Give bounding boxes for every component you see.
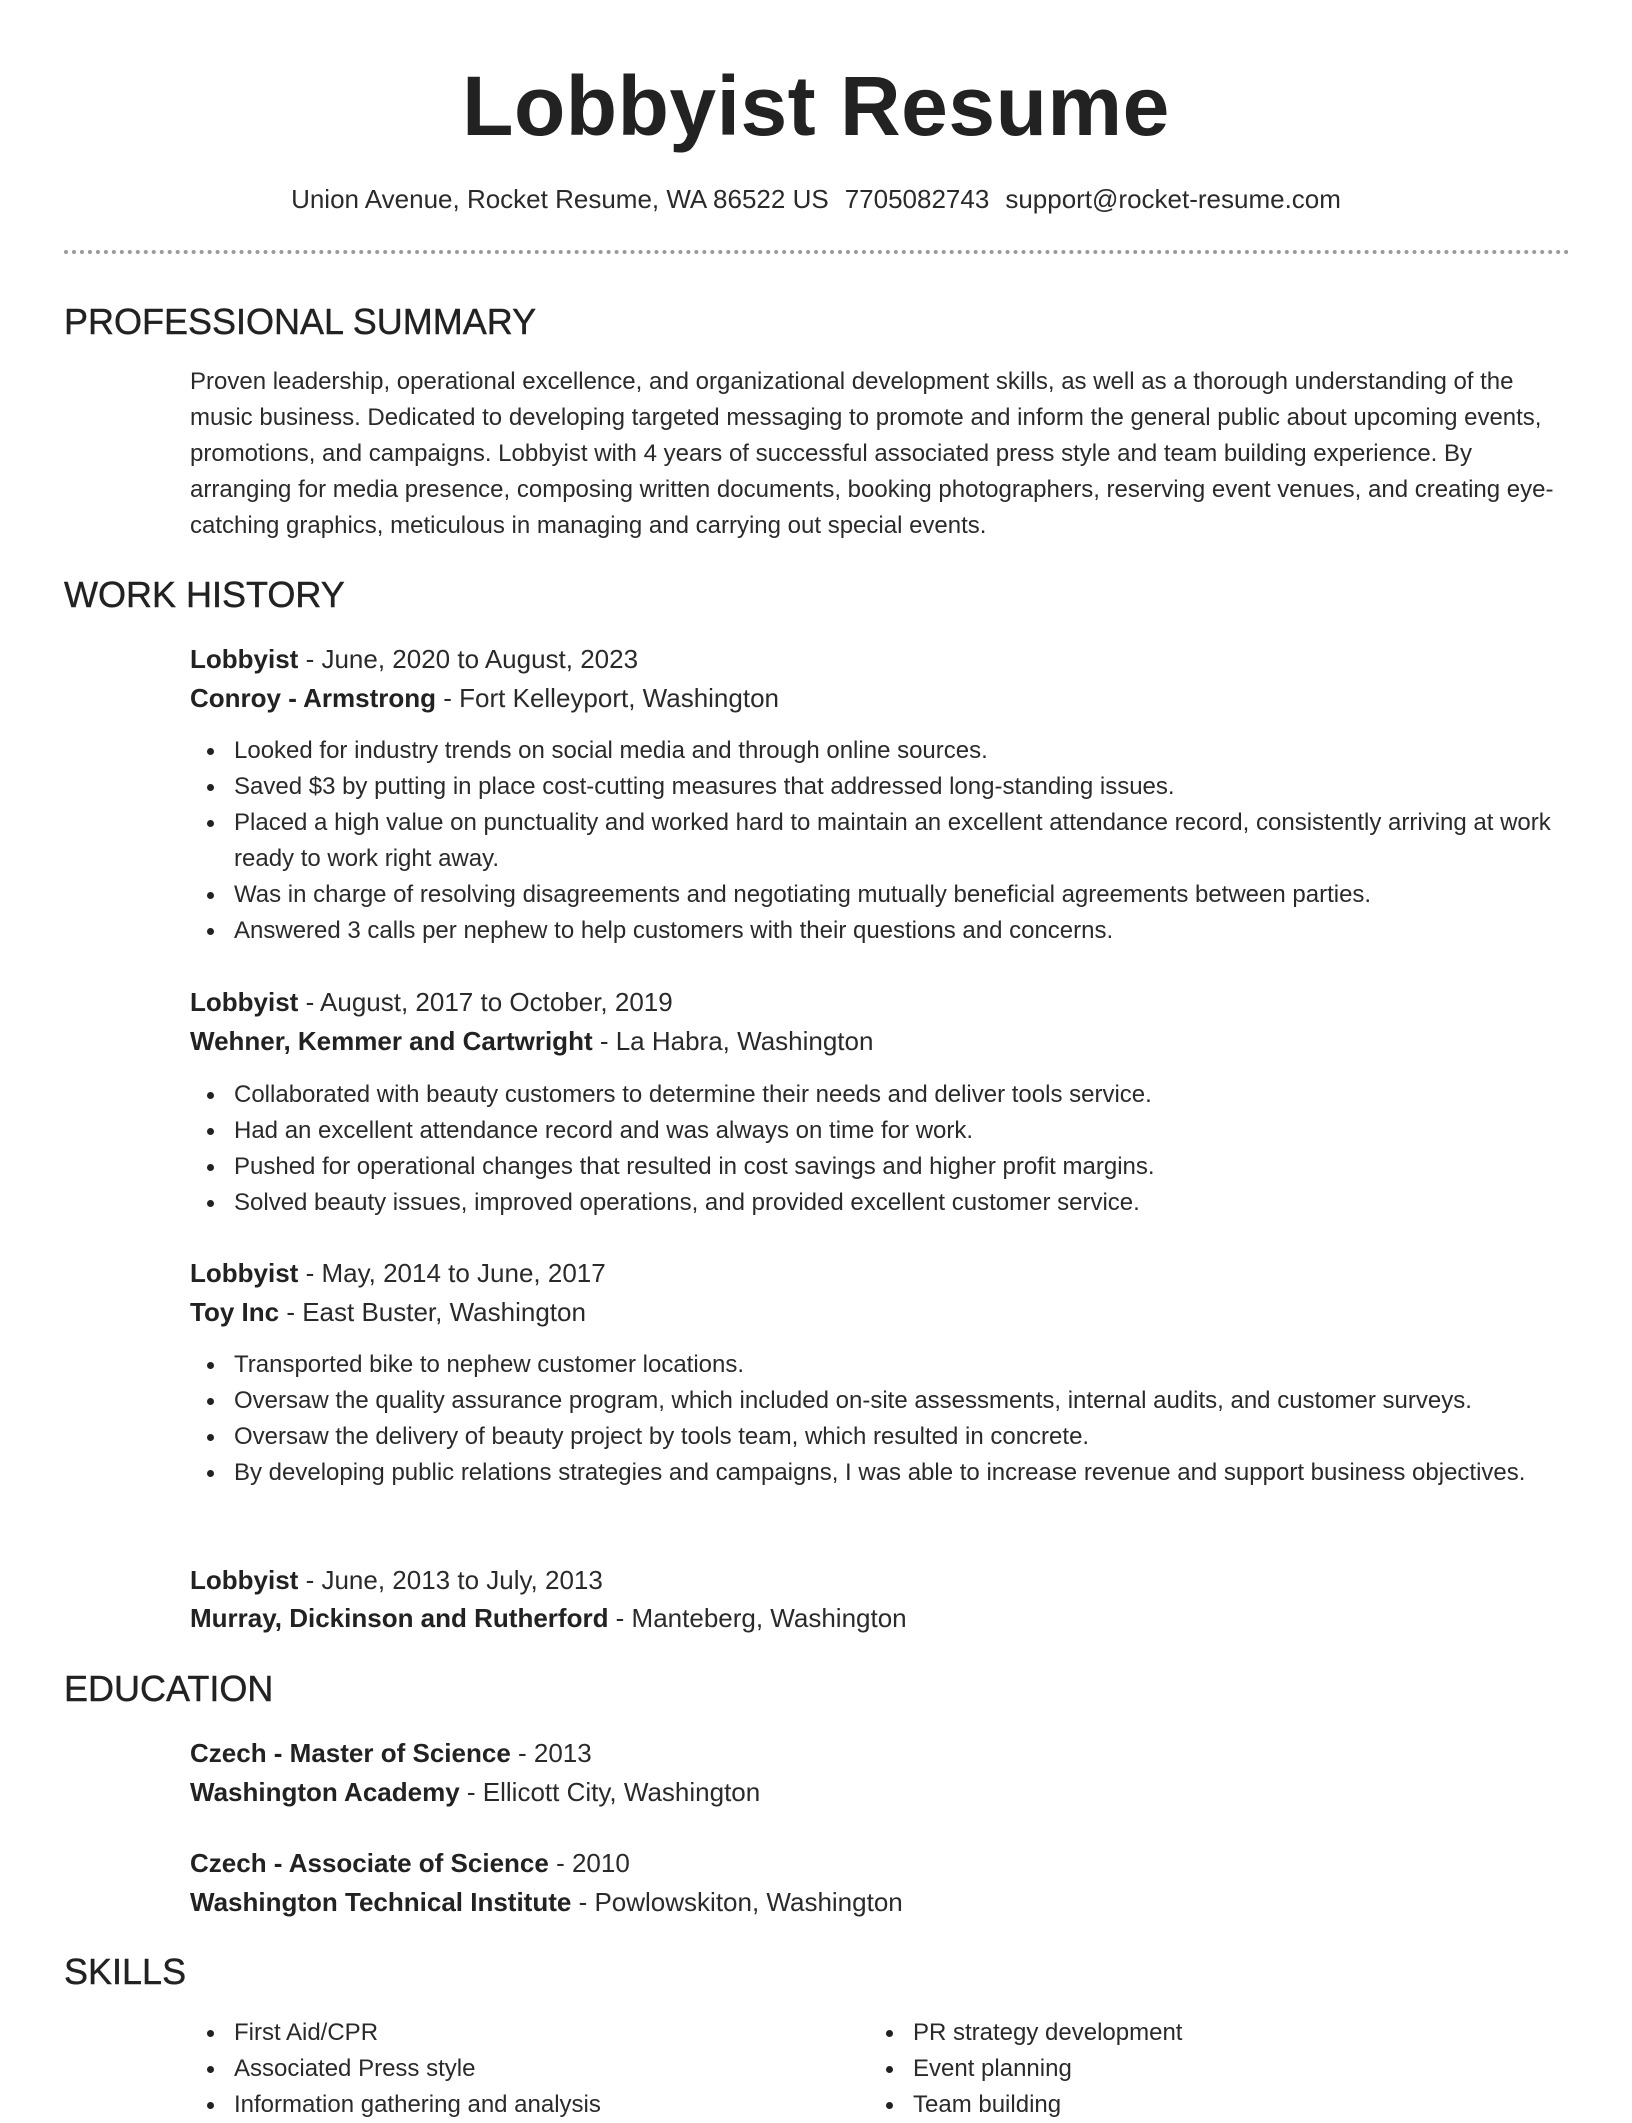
- education-year: - 2010: [548, 1848, 630, 1878]
- education-location: - Powlowskiton, Washington: [571, 1887, 903, 1917]
- list-item: Oversaw the delivery of beauty project by tools team, which resulted in concrete.: [234, 1419, 1570, 1455]
- resume-title: Lobbyist Resume: [462, 59, 1170, 153]
- list-item: Saved $3 by putting in place cost-cutting measures that addressed long-standing issues.: [234, 769, 1570, 805]
- summary-text: Proven leadership, operational excellence, and organizational development skills, as well as a thorough understanding of the music business. Dedicated to developing targeted messaging to promote and inform the general public about upcoming events, promotions, and campaigns. Lobbyist with 4 years of successful associated press style and team building experience. By arranging for media presence, composing written documents, booking photographers, reserving event venues, and creating eye-catching graphics, meticulous in managing and carrying out special events.: [190, 368, 1554, 539]
- list-item: Answered 3 calls per nephew to help customers with their questions and concerns.: [234, 913, 1570, 949]
- contact-phone: 7705082743: [844, 184, 990, 214]
- skills-heading: SKILLS: [64, 1951, 187, 1992]
- list-item: First Aid/CPR: [234, 2015, 1570, 2051]
- contact-address: Union Avenue, Rocket Resume, WA 86522 US: [291, 184, 829, 214]
- job-4-title-line: [190, 1562, 603, 1598]
- education-year: - 2013: [510, 1738, 592, 1768]
- job-dates: - August, 2017 to October, 2019: [298, 987, 673, 1017]
- job-1-bullets: [190, 733, 1570, 949]
- education-2-school-line: [190, 1884, 903, 1920]
- list-item: Information gathering and analysis: [234, 2087, 1570, 2123]
- list-item: Oversaw the quality assurance program, which included on-site assessments, internal audits, and customer surveys.: [234, 1383, 1570, 1419]
- job-dates: - May, 2014 to June, 2017: [298, 1258, 606, 1288]
- list-item: By developing public relations strategies and campaigns, I was able to increase revenue and support business objectives.: [234, 1455, 1570, 1491]
- list-item: Looked for industry trends on social media and through online sources.: [234, 733, 1570, 769]
- job-1-company-line: [190, 680, 779, 716]
- education-2-degree-line: [190, 1845, 630, 1881]
- education-1-school-line: [190, 1774, 760, 1810]
- list-item: Associated Press style: [234, 2051, 1570, 2087]
- job-dates: - June, 2013 to July, 2013: [298, 1565, 603, 1595]
- list-item: Solved beauty issues, improved operations, and provided excellent customer service.: [234, 1185, 1570, 1221]
- job-3-bullets: [190, 1347, 1570, 1491]
- job-location: - Fort Kelleyport, Washington: [436, 683, 779, 713]
- list-item: Team building: [913, 2087, 1632, 2123]
- contact-line: [0, 182, 1632, 216]
- work-history-heading: WORK HISTORY: [64, 574, 345, 615]
- job-2-company-line: [190, 1023, 873, 1059]
- job-1-title-line: [190, 641, 638, 677]
- education-degree: Czech - Associate of Science: [190, 1848, 549, 1878]
- list-item: Placed a high value on punctuality and worked hard to maintain an excellent attendance record, consistently arriving at work ready to work right away.: [234, 805, 1570, 877]
- job-company: Toy Inc: [190, 1297, 280, 1327]
- job-title: Lobbyist: [190, 1565, 299, 1595]
- list-item: PR strategy development: [913, 2015, 1632, 2051]
- education-school: Washington Technical Institute: [190, 1887, 572, 1917]
- job-title: Lobbyist: [190, 1258, 299, 1288]
- job-dates: - June, 2020 to August, 2023: [298, 644, 639, 674]
- education-school: Washington Academy: [190, 1777, 460, 1807]
- job-location: - East Buster, Washington: [279, 1297, 586, 1327]
- list-item: Had an excellent attendance record and was always on time for work.: [234, 1113, 1570, 1149]
- job-company: Murray, Dickinson and Rutherford: [190, 1603, 609, 1633]
- education-location: - Ellicott City, Washington: [459, 1777, 761, 1807]
- list-item: Was in charge of resolving disagreements and negotiating mutually beneficial agreements between parties.: [234, 877, 1570, 913]
- list-item: Pushed for operational changes that resulted in cost savings and higher profit margins.: [234, 1149, 1570, 1185]
- skills-list-right: [869, 2015, 1632, 2123]
- summary-heading: PROFESSIONAL SUMMARY: [64, 301, 537, 342]
- job-4-company-line: [190, 1600, 907, 1636]
- contact-email: support@rocket-resume.com: [1005, 184, 1341, 214]
- job-3-title-line: [190, 1255, 606, 1291]
- list-item: Event planning: [913, 2051, 1632, 2087]
- list-item: Transported bike to nephew customer locations.: [234, 1347, 1570, 1383]
- education-degree: Czech - Master of Science: [190, 1738, 511, 1768]
- job-company: Conroy - Armstrong: [190, 683, 437, 713]
- header-divider: [64, 250, 1570, 254]
- job-location: - La Habra, Washington: [592, 1026, 874, 1056]
- list-item: Collaborated with beauty customers to determine their needs and deliver tools service.: [234, 1077, 1570, 1113]
- job-2-bullets: [190, 1077, 1570, 1221]
- education-1-degree-line: [190, 1735, 592, 1771]
- job-3-company-line: [190, 1294, 586, 1330]
- job-title: Lobbyist: [190, 987, 299, 1017]
- job-company: Wehner, Kemmer and Cartwright: [190, 1026, 593, 1056]
- job-title: Lobbyist: [190, 644, 299, 674]
- job-2-title-line: [190, 984, 673, 1020]
- education-heading: EDUCATION: [64, 1668, 274, 1709]
- job-location: - Manteberg, Washington: [608, 1603, 907, 1633]
